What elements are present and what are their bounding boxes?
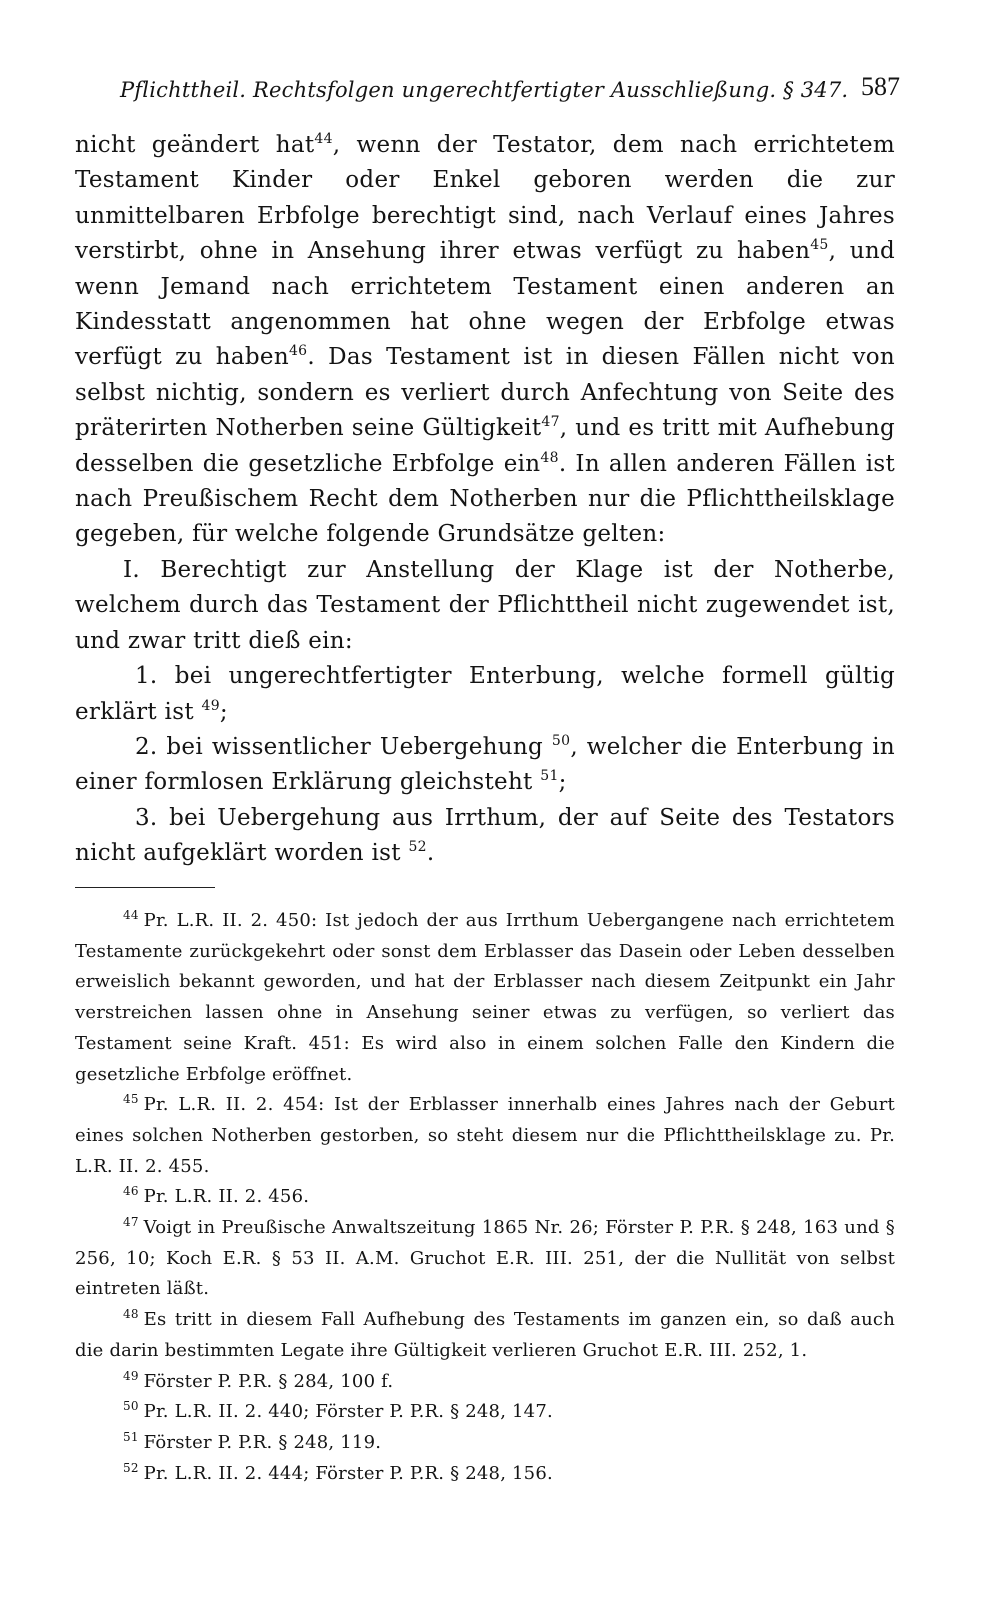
page-number: 587 — [861, 72, 900, 101]
footnote-45 — [75, 1090, 895, 1182]
item-end: ; — [558, 769, 567, 796]
footnote-ref-50: 50 — [551, 732, 571, 749]
footnote-ref-49: 49 — [201, 697, 220, 714]
footnote-ref-44: 44 — [314, 131, 333, 147]
footnote-ref-52: 52 — [408, 839, 427, 856]
footnote-ref-45: 45 — [810, 237, 829, 254]
footnote-ref-46: 46 — [288, 343, 308, 360]
footnote-number: 45 — [123, 1092, 139, 1107]
item-text: 2. bei wissentlicher Uebergehung — [135, 733, 544, 760]
text-run: , und es tritt mit Aufhebung desselben die gesetzliche Erbfolge ein — [75, 415, 895, 477]
footnote-divider — [75, 887, 215, 888]
footnotes — [75, 906, 895, 1489]
footnote-text: Pr. L.R. II. 2. 450: Ist jedoch der aus Irrthum Uebergangene nach errichtetem Testamente zurückgekehrt oder sonst dem Erblasser das Dasein oder Leben desselben erweislich bekannt geworden, und hat der Erblasser nach diesem Zeitpunkt ein Jahr verstreichen lassen ohne in Ansehung seiner etwas zu verfügen, so verliert das Testament seine Kraft. 451: Es wird also in einem solchen Falle den Kindern die gesetzliche Erbfolge eröffnet. — [75, 910, 895, 1085]
footnote-49 — [75, 1367, 895, 1398]
footnote-ref-47: 47 — [541, 414, 560, 431]
footnote-number: 49 — [123, 1368, 139, 1383]
footnote-number: 52 — [123, 1460, 139, 1475]
footnote-text: Voigt in Preußische Anwaltszeitung 1865 Nr. 26; Förster P. P.R. § 248, 163 und § 256, 10; Koch E.R. § 53 II. A.M. Gruchot E.R. III. 251, der die Nullität von selbst eintreten läßt. — [75, 1217, 895, 1300]
footnote-46 — [75, 1182, 895, 1213]
text-run: . Das Testament ist in diesen Fällen nicht von selbst nichtig, sondern es verliert durch Anfechtung von Seite des präterirten Notherben seine Gültigkeit — [75, 344, 896, 442]
footnote-number: 48 — [123, 1307, 139, 1322]
item-text: 1. bei ungerechtfertigter Enterbung, welche formell gültig erklärt ist — [75, 663, 895, 725]
footnote-52 — [75, 1459, 895, 1490]
footnote-text: Pr. L.R. II. 2. 444; Förster P. P.R. § 248, 156. — [143, 1462, 553, 1484]
footnote-51 — [75, 1428, 895, 1459]
footnote-number: 44 — [123, 908, 139, 922]
footnote-text: Pr. L.R. II. 2. 440; Förster P. P.R. § 248, 147. — [143, 1401, 553, 1423]
list-item-3 — [75, 801, 895, 872]
running-head — [120, 72, 900, 112]
footnote-text: Förster P. P.R. § 248, 119. — [143, 1431, 382, 1453]
list-item-2 — [75, 730, 895, 801]
section-I: I. Berechtigt zur Anstellung der Klage ist der Notherbe, welchem durch das Testament der Pflichttheil nicht zugewendet ist, und zwar tritt dieß ein: — [75, 556, 895, 654]
item-end: . — [426, 840, 435, 867]
text-run: , wenn der Testator, dem nach errichtetem Testament Kinder oder Enkel geboren werden die zur unmittelbaren Erbfolge berechtigt sind, nach Verlauf eines Jahres verstirbt, ohne in Ansehung ihrer etwas verfügt zu haben — [75, 132, 895, 265]
footnote-ref-48: 48 — [540, 449, 559, 466]
running-title: Pflichttheil. Rechtsfolgen ungerechtfertigter Ausschließung. § 347. — [120, 78, 849, 102]
footnote-48 — [75, 1305, 895, 1366]
footnote-47 — [75, 1213, 895, 1305]
item-text: , welcher die Enterbung in einer formlosen Erklärung gleichsteht — [75, 733, 895, 796]
footnote-number: 50 — [123, 1399, 139, 1414]
footnote-text: Förster P. P.R. § 284, 100 f. — [143, 1370, 394, 1392]
footnote-text: Es tritt in diesem Fall Aufhebung des Testaments im ganzen ein, so daß auch die darin bestimmten Legate ihre Gültigkeit verlieren Gruchot E.R. III. 252, 1. — [75, 1309, 895, 1361]
main-text — [75, 128, 895, 872]
footnote-number: 47 — [123, 1215, 139, 1230]
footnote-number: 51 — [123, 1429, 139, 1444]
paragraph-main — [75, 128, 895, 553]
text-run: . In allen anderen Fällen ist nach Preußischem Recht dem Notherben nur die Pflichttheilsklage gegeben, für welche folgende Grundsätze gelten: — [75, 450, 895, 548]
text-run: , und wenn Jemand nach errichtetem Testament einen anderen an Kindesstatt angenommen hat ohne wegen der Erbfolge etwas verfügt zu haben — [75, 238, 895, 371]
item-text: 3. bei Uebergehung aus Irrthum, der auf Seite des Testators nicht aufgeklärt worden ist — [75, 804, 895, 867]
footnote-text: Pr. L.R. II. 2. 456. — [143, 1186, 310, 1208]
text-run: nicht geändert hat — [75, 132, 315, 158]
item-end: ; — [219, 698, 228, 725]
footnote-number: 46 — [123, 1184, 139, 1199]
footnote-50 — [75, 1397, 895, 1428]
footnote-ref-51: 51 — [540, 768, 559, 785]
footnote-text: Pr. L.R. II. 2. 454: Ist der Erblasser innerhalb eines Jahres nach der Geburt eines solchen Notherben gestorben, so steht diesem nur die Pflichttheilsklage zu. Pr. L.R. II. 2. 455. — [75, 1094, 895, 1177]
footnote-44 — [75, 906, 895, 1090]
list-item-1 — [75, 659, 895, 730]
